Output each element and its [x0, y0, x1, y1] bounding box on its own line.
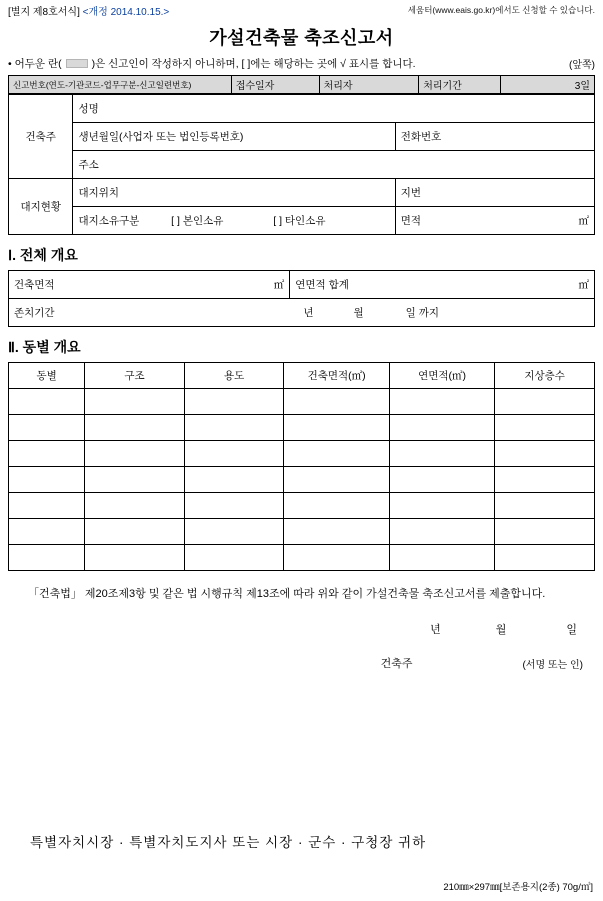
applicant-birth-cell[interactable] [73, 123, 395, 151]
col-header-building-area: 건축면적(㎡) [284, 363, 389, 389]
cell-building-area[interactable] [284, 441, 389, 467]
duration-day: 일 까지 [405, 307, 439, 319]
table-row [9, 179, 595, 207]
cell-dong[interactable] [9, 467, 85, 493]
cell-structure[interactable] [85, 467, 185, 493]
building-area-label: 건축면적 [14, 279, 55, 291]
table-row [9, 467, 595, 493]
form-revision: <개정 2014.10.15.> [82, 7, 170, 18]
cell-usage[interactable] [184, 415, 284, 441]
form-id [8, 3, 169, 18]
site-area-label: 면적 [400, 215, 422, 227]
cell-floors[interactable] [495, 467, 595, 493]
cell-floor-area[interactable] [389, 441, 494, 467]
col-header-floors: 지상층수 [495, 363, 595, 389]
site-ownership-cell[interactable] [73, 207, 395, 235]
duration-year: 년 [303, 307, 314, 319]
site-location-label: 대지위치 [78, 187, 120, 199]
cell-floors[interactable] [495, 493, 595, 519]
shaded-sample-box [66, 59, 88, 68]
site-area-cell[interactable] [395, 207, 594, 235]
cell-floors[interactable] [495, 441, 595, 467]
cell-usage[interactable] [184, 441, 284, 467]
table-row [9, 389, 595, 415]
date-month: 월 [495, 624, 507, 636]
cell-structure[interactable] [85, 415, 185, 441]
site-ownership-label: 대지소유구분 [78, 215, 140, 227]
duration-label: 존치기간 [14, 307, 55, 319]
cell-floor-area[interactable] [389, 519, 494, 545]
building-area-cell[interactable] [9, 271, 290, 299]
cell-floors[interactable] [495, 545, 595, 571]
cell-dong[interactable] [9, 493, 85, 519]
cell-structure[interactable] [85, 545, 185, 571]
building-area-unit: ㎡ [273, 279, 285, 291]
cell-building-area[interactable] [284, 493, 389, 519]
table-row [9, 207, 595, 235]
cell-building-area[interactable] [284, 519, 389, 545]
note-row [8, 56, 595, 71]
cell-usage[interactable] [184, 545, 284, 571]
cell-structure[interactable] [85, 519, 185, 545]
cell-building-area[interactable] [284, 467, 389, 493]
cell-dong[interactable] [9, 441, 85, 467]
recipient-line: 특별자치시장 · 특별자치도지사 또는 시장 · 군수 · 구청장 귀하 [30, 835, 427, 850]
table-row [9, 76, 595, 94]
document-header [8, 0, 595, 18]
site-row-label: 대지현황 [9, 179, 73, 235]
processing-period-value: 3일 [501, 76, 595, 94]
note-text-before: • 어두운 란( [8, 58, 62, 70]
processing-period-label: 처리기간 [419, 76, 501, 94]
report-no-label: 신고번호(연도-기관코드-업무구분-신고일련번호) [9, 76, 232, 94]
cell-structure[interactable] [85, 493, 185, 519]
note-text-after: )은 신고인이 작성하지 아니하며, [ ]에는 해당하는 곳에 √ 표시를 합니다. [91, 58, 416, 70]
col-header-dong: 동별 [9, 363, 85, 389]
building-detail-table [8, 362, 595, 571]
cell-dong[interactable] [9, 519, 85, 545]
total-floor-area-unit: ㎡ [578, 279, 589, 291]
cell-dong[interactable] [9, 415, 85, 441]
cell-structure[interactable] [85, 389, 185, 415]
table-row [9, 493, 595, 519]
cell-usage[interactable] [184, 519, 284, 545]
receipt-bar [8, 75, 595, 94]
cell-structure[interactable] [85, 441, 185, 467]
handler-label: 처리자 [319, 76, 419, 94]
cell-floors[interactable] [495, 415, 595, 441]
cell-building-area[interactable] [284, 389, 389, 415]
duration-cell[interactable] [9, 299, 595, 327]
site-lot-cell[interactable] [395, 179, 594, 207]
table-row [9, 95, 595, 123]
applicant-phone-cell[interactable] [395, 123, 594, 151]
applicant-address-cell[interactable] [73, 151, 595, 179]
applicant-birth-label: 생년월일(사업자 또는 법인등록번호) [78, 131, 244, 143]
table-row [9, 545, 595, 571]
date-year: 년 [430, 624, 441, 636]
online-notice: 세움터(www.eais.go.kr)에서도 신청할 수 있습니다. [407, 5, 595, 15]
legal-statement: 「건축법」 제20조제3항 및 같은 법 시행규칙 제13조에 따라 위와 같이 가설건축물 축조신고서를 제출합니다. [28, 588, 546, 600]
received-date-label: 접수일자 [231, 76, 319, 94]
cell-dong[interactable] [9, 545, 85, 571]
cell-floor-area[interactable] [389, 545, 494, 571]
section-2-heading: Ⅱ. 동별 개요 [8, 339, 81, 355]
cell-floor-area[interactable] [389, 467, 494, 493]
ownership-self-checkbox[interactable]: [ ] 본인소유 [171, 215, 224, 227]
table-row [9, 415, 595, 441]
site-location-cell[interactable] [73, 179, 395, 207]
table-row [9, 271, 595, 299]
duration-month: 월 [353, 307, 364, 319]
section-1-heading: Ⅰ. 전체 개요 [8, 247, 78, 263]
page-mark: (앞쪽) [569, 60, 595, 71]
applicant-phone-label: 전화번호 [400, 131, 442, 143]
signature-note: (서명 또는 인) [522, 659, 583, 671]
applicant-name-label: 성명 [78, 103, 99, 115]
date-day: 일 [566, 624, 577, 636]
table-row [9, 299, 595, 327]
applicant-name-cell[interactable] [73, 95, 595, 123]
signer-label: 건축주 [380, 658, 413, 670]
table-row [9, 441, 595, 467]
cell-dong[interactable] [9, 389, 85, 415]
site-area-unit: ㎡ [578, 215, 589, 227]
date-line [8, 621, 595, 637]
cell-building-area[interactable] [284, 545, 389, 571]
col-header-floor-area: 연면적(㎡) [389, 363, 494, 389]
site-lot-label: 지번 [400, 187, 422, 199]
cell-usage[interactable] [184, 389, 284, 415]
signature-line [8, 655, 595, 671]
total-floor-area-cell[interactable] [290, 271, 595, 299]
applicant-site-table [8, 94, 595, 235]
cell-floors[interactable] [495, 519, 595, 545]
ownership-other-checkbox[interactable]: [ ] 타인소유 [273, 215, 326, 227]
form-id-text: [별지 제8호서식] [8, 7, 80, 18]
cell-usage[interactable] [184, 467, 284, 493]
page-title: 가설건축물 축조신고서 [209, 28, 394, 48]
table-row [9, 123, 595, 151]
table-row [9, 151, 595, 179]
col-header-structure: 구조 [85, 363, 185, 389]
applicant-address-label: 주소 [78, 159, 99, 171]
table-header-row [9, 363, 595, 389]
total-floor-area-label: 연면적 합계 [295, 279, 349, 291]
applicant-row-label: 건축주 [9, 95, 73, 179]
cell-usage[interactable] [184, 493, 284, 519]
col-header-usage: 용도 [184, 363, 284, 389]
cell-building-area[interactable] [284, 415, 389, 441]
cell-floor-area[interactable] [389, 415, 494, 441]
table-row [9, 519, 595, 545]
paper-spec-footer: 210㎜×297㎜[보존용지(2종) 70g/㎡] [443, 882, 593, 893]
overall-overview-table [8, 270, 595, 327]
cell-floor-area[interactable] [389, 389, 494, 415]
cell-floor-area[interactable] [389, 493, 494, 519]
note-left [8, 56, 416, 71]
cell-floors[interactable] [495, 389, 595, 415]
